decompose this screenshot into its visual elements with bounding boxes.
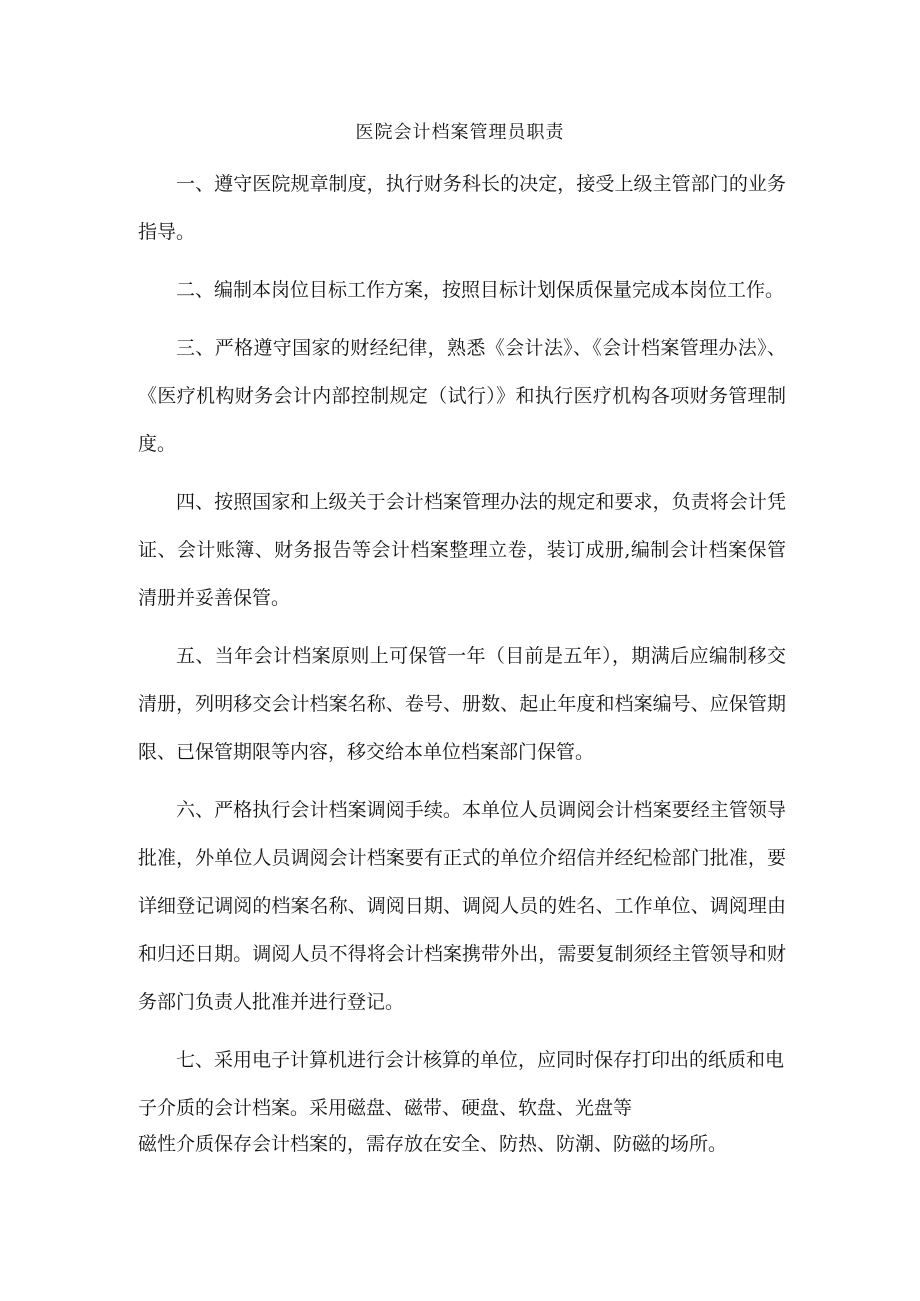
paragraph-1: 一、遵守医院规章制度，执行财务科长的决定，接受上级主管部门的业务指导。 [138, 173, 786, 243]
paragraph-6: 六、严格执行会计档案调阅手续。本单位人员调阅会计档案要经主管领导批准，外单位人员调阅会计档案要有正式的单位介绍信并经纪检部门批准，要详细登记调阅的档案名称、调阅日期、调阅人员的姓名、工作单位、调阅理由和归还日期。调阅人员不得将会计档案携带外出，需要复制须经主管领导和财务部门负责人批准并进行登记。 [138, 799, 786, 1013]
document-body [138, 160, 786, 1178]
paragraph-7: 七、采用电子计算机进行会计核算的单位，应同时保存打印出的纸质和电子介质的会计档案。采用磁盘、磁带、硬盘、软盘、光盘等 [138, 1049, 785, 1119]
paragraph-5: 五、当年会计档案原则上可保管一年（目前是五年），期满后应编制移交清册，列明移交会计档案名称、卷号、册数、起止年度和档案编号、应保管期限、已保管期限等内容，移交给本单位档案部门保管。 [138, 645, 786, 763]
document-title: 医院会计档案管理员职责 [355, 122, 565, 143]
paragraph-7-continued: 磁性介质保存会计档案的，需存放在安全、防热、防潮、防磁的场所。 [138, 1133, 728, 1155]
paragraph-4: 四、按照国家和上级关于会计档案管理办法的规定和要求，负责将会计凭证、会计账簿、财务报告等会计档案整理立卷，装订成册,编制会计档案保管清册并妥善保管。 [138, 491, 786, 609]
paragraph-2: 二、编制本岗位目标工作方案，按照目标计划保质保量完成本岗位工作。 [176, 279, 785, 301]
paragraph-3: 三、严格遵守国家的财经纪律，熟悉《会计法》、《会计档案管理办法》、《医疗机构财务会计内部控制规定（试行）》和执行医疗机构各项财务管理制度。 [138, 337, 786, 455]
